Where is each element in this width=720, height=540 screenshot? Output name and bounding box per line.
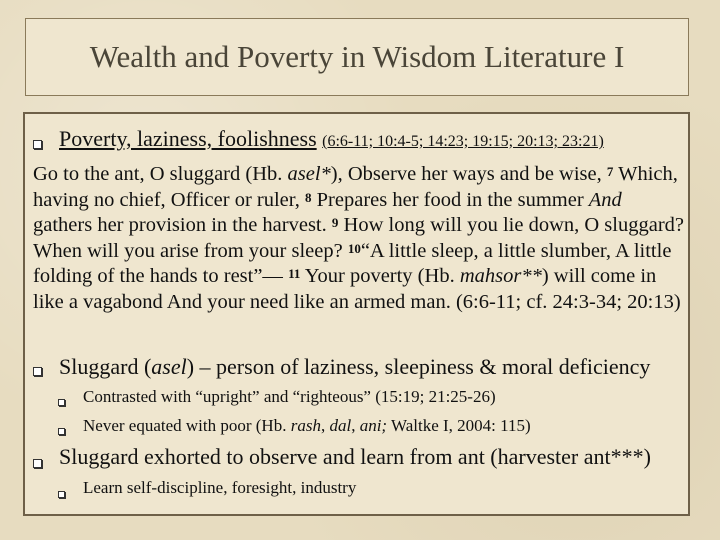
passage-text: “A little sleep, a little slumber, A little folding of the hands to rest”— [33, 239, 672, 287]
title-box [25, 18, 689, 96]
passage-text: gathers her provision in the harvest. [33, 214, 327, 236]
passage-text: Your poverty (Hb. [304, 265, 460, 287]
hebrew-term: dal [329, 416, 352, 435]
bullet-text: Never equated with poor (Hb. [83, 416, 291, 435]
sub-bullet-learn: Learn self-discipline, foresight, industry [83, 478, 357, 497]
square-bullet-icon [58, 491, 65, 498]
verse-number: 8 [305, 189, 312, 205]
passage-text: Go to the ant, O sluggard (Hb. [33, 163, 288, 185]
verse-number: 7 [606, 164, 614, 179]
proverbs-passage [33, 162, 685, 315]
square-bullet-icon [58, 399, 65, 406]
bullet-text: , [351, 416, 360, 435]
bullet-text: ) – person of laziness, sleepiness & moral deficiency [186, 354, 651, 379]
hebrew-term: mahsor** [459, 265, 542, 287]
hebrew-term: ani; [359, 416, 388, 435]
bullet-text: , [320, 416, 330, 435]
square-bullet-icon [33, 367, 42, 376]
square-bullet-icon [58, 428, 65, 435]
heading-text: Poverty, laziness, foolishness [59, 126, 317, 151]
square-bullet-icon [33, 140, 42, 149]
sub-bullet-never-equated [83, 415, 531, 437]
verse-number: 11 [288, 266, 301, 281]
passage-text: Prepares her food in the summer [316, 188, 584, 211]
heading-line [59, 126, 604, 155]
hebrew-term: asel [151, 354, 187, 379]
passage-text: ) will come in like a vagabond And your need like an armed man. (6:6-11; cf. 24:3-34; 20:13) [33, 265, 681, 313]
content-box [23, 112, 690, 516]
heading-refs: (6:6-11; 10:4-5; 14:23; 19:15; 20:13; 23:21) [322, 133, 604, 150]
square-bullet-icon [33, 459, 42, 468]
hebrew-term: rash [290, 416, 321, 435]
bullet-text: Waltke I, 2004: 115) [387, 416, 531, 435]
hebrew-term: asel* [287, 163, 331, 185]
passage-text: How long will you lie down, O sluggard? When will you arise from your sleep? [33, 214, 685, 262]
verse-number: 9 [331, 215, 339, 230]
sub-bullet-contrasted: Contrasted with “upright” and “righteous” (15:19; 21:25-26) [83, 387, 496, 406]
verse-number: 10 [347, 240, 361, 256]
passage-text: Which, having no chief, Officer or ruler, [33, 163, 678, 211]
slide-title: Wealth and Poverty in Wisdom Literature I [89, 39, 625, 74]
passage-text: ), Observe her ways and be wise, [330, 163, 602, 185]
bullet-text: Sluggard ( [59, 354, 152, 379]
passage-text: And [588, 188, 622, 211]
bullet-exhorted: Sluggard exhorted to observe and learn from ant (harvester ant***) [59, 444, 651, 469]
bullet-sluggard [59, 354, 650, 380]
